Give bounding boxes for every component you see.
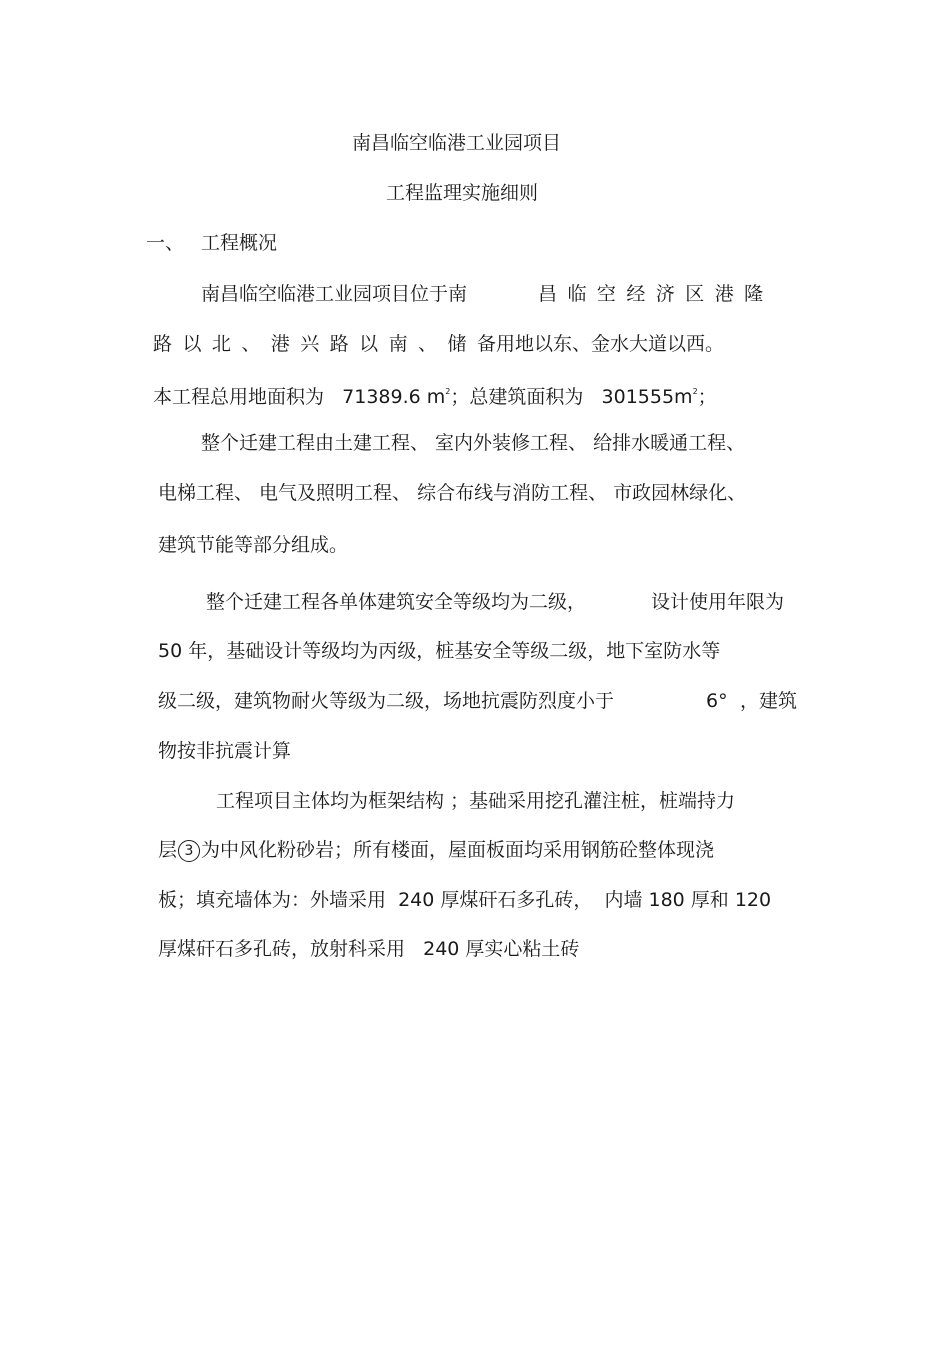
section-number: 一、 xyxy=(146,232,185,254)
building-area-value: 301555 xyxy=(601,386,675,408)
text-span: 本工程总用地面积为 xyxy=(153,386,325,408)
paragraph-4-line-1: 工程项目主体均为框架结构 ；基础采用挖孔灌注桩，桩端持力 xyxy=(216,790,736,812)
paragraph-1-line-2 xyxy=(153,331,724,357)
section-heading: 工程概况 xyxy=(201,232,278,254)
unit-span: m xyxy=(674,386,693,408)
paragraph-4-line-4: 厚煤矸石多孔砖，放射科采用 240 厚实心粘土砖 xyxy=(158,938,580,960)
text-span: 为中风化粉砂岩；所有楼面，屋面板面均采用钢筋砼整体现浇 xyxy=(201,839,715,861)
superscript: 2 xyxy=(692,387,698,396)
text-span: 备用地以东、金水大道以西。 xyxy=(476,333,724,355)
paragraph-1-line-3 xyxy=(153,379,717,410)
paragraph-3-line-4: 物按非抗震计算 xyxy=(158,740,292,762)
paragraph-3-line-1-right: 设计使用年限为 xyxy=(651,591,785,613)
site-area-value: 71389.6 xyxy=(342,386,421,408)
paragraph-3-line-3-degree: 6° xyxy=(706,690,728,712)
paragraph-3-line-3-right: ，建筑 xyxy=(740,690,798,712)
paragraph-2-line-2: 电梯工程、 电气及照明工程、 综合布线与消防工程、 市政园林绿化、 xyxy=(158,482,747,504)
text-span: 南昌临空临港工业园项目位于南 xyxy=(201,283,468,305)
text-span: ；总建筑面积为 xyxy=(450,386,584,408)
unit-span: m xyxy=(426,386,446,408)
paragraph-3-line-1: 整个迁建工程各单体建筑安全等级均为二级， xyxy=(206,591,587,613)
text-span: 层 xyxy=(158,839,178,861)
paragraph-3-line-2: 50 年，基础设计等级均为丙级，桩基安全等级二级，地下室防水等 xyxy=(158,640,721,662)
paragraph-4-line-3: 板；填充墙体为：外墙采用 240 厚煤矸石多孔砖， 内墙 180 厚和 120 xyxy=(158,889,772,911)
superscript: 2 xyxy=(445,387,451,396)
text-span: 路以北、港兴路以南、储 xyxy=(153,333,477,355)
document-subtitle: 工程监理实施细则 xyxy=(386,182,539,204)
circled-number: 3 xyxy=(178,840,200,862)
paragraph-4-line-2 xyxy=(158,837,714,863)
paragraph-1-line-1-right xyxy=(538,281,774,307)
text-span: 昌临空经济区港隆 xyxy=(538,283,774,305)
document-title: 南昌临空临港工业园项目 xyxy=(352,132,562,154)
text-span: ； xyxy=(697,386,717,408)
paragraph-2-line-3: 建筑节能等部分组成。 xyxy=(158,534,349,556)
paragraph-1-line-1 xyxy=(201,281,467,307)
paragraph-3-line-3: 级二级，建筑物耐火等级为二级，场地抗震防烈度小于 xyxy=(158,690,615,712)
paragraph-2-line-1: 整个迁建工程由土建工程、 室内外装修工程、 给排水暖通工程、 xyxy=(201,432,746,454)
